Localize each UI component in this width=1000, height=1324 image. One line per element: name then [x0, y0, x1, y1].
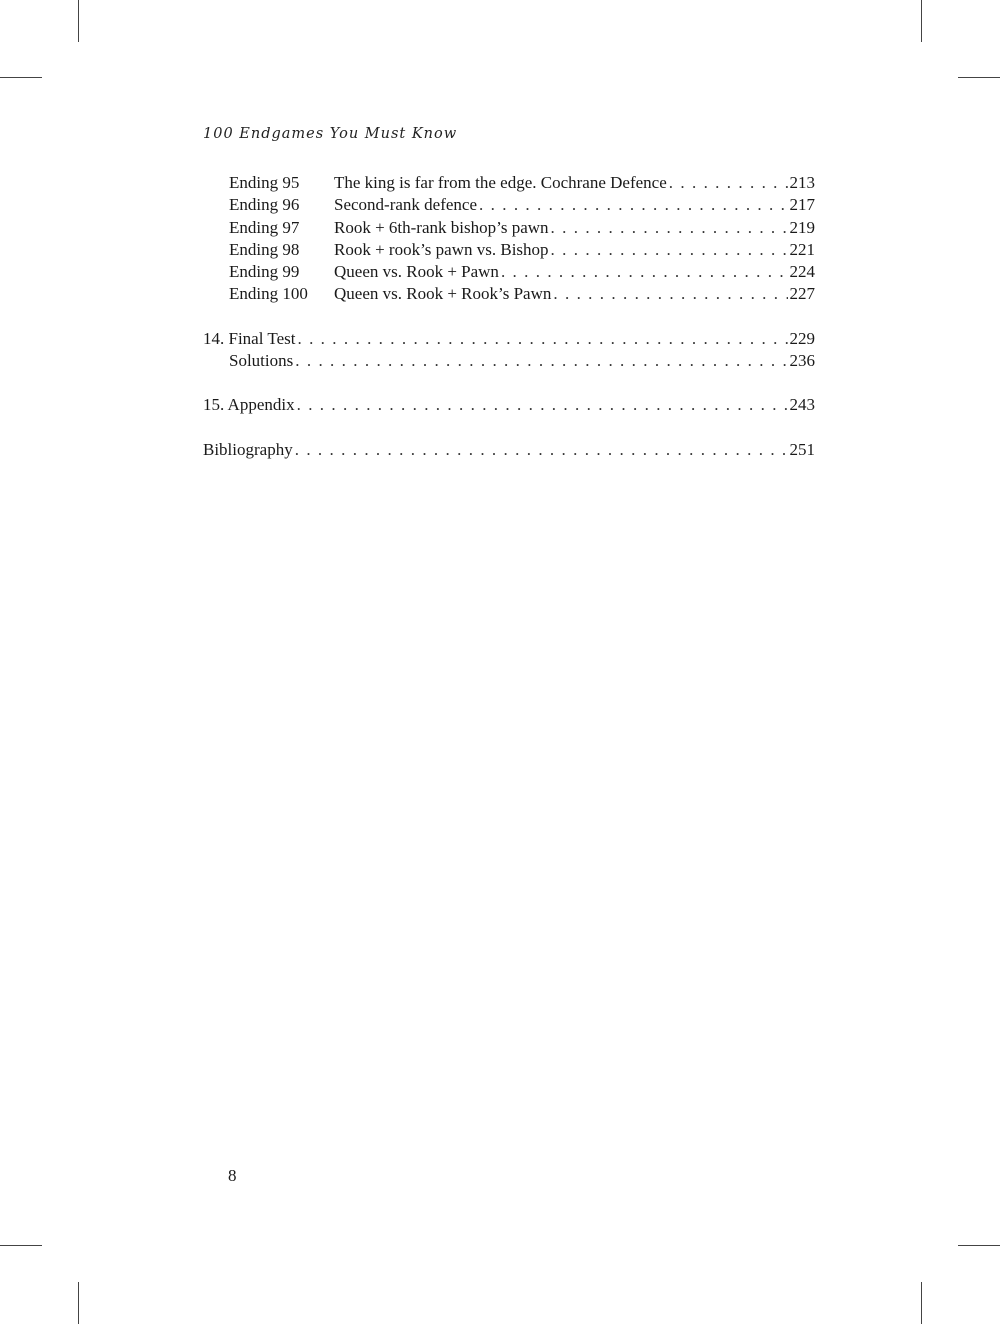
- page-number: 236: [789, 351, 815, 371]
- toc-entry-appendix[interactable]: [203, 394, 815, 416]
- entry-title: Rook + rook’s pawn vs. Bishop: [334, 239, 549, 259]
- dot-leader: [297, 394, 788, 416]
- dot-leader: [295, 439, 788, 461]
- table-of-contents: [203, 172, 815, 461]
- toc-entry-ending-99[interactable]: [203, 261, 815, 283]
- ending-number: Ending 99: [229, 262, 300, 282]
- dot-leader: [297, 328, 787, 350]
- dot-leader: [669, 172, 788, 194]
- crop-mark-bottom-left: [78, 1282, 79, 1324]
- entry-title: Rook + 6th-rank bishop’s pawn: [334, 217, 549, 237]
- ending-number: Ending 96: [229, 195, 300, 215]
- toc-entry-final-test[interactable]: [203, 328, 815, 350]
- dot-leader: [551, 217, 788, 239]
- entry-title: Queen vs. Rook + Pawn: [334, 262, 499, 282]
- crop-mark-right-bottom: [958, 1245, 1000, 1246]
- page-number: 221: [789, 239, 815, 259]
- running-head: 100 Endgames You Must Know: [203, 126, 458, 142]
- crop-mark-left-bottom: [0, 1245, 42, 1246]
- dot-leader: [551, 239, 788, 261]
- toc-entry-ending-98[interactable]: [203, 239, 815, 261]
- page-number: 219: [789, 217, 815, 237]
- entry-title: Bibliography: [203, 439, 293, 459]
- crop-mark-right-top: [958, 77, 1000, 78]
- ending-number: Ending 100: [229, 284, 308, 304]
- dot-leader: [501, 261, 788, 283]
- toc-entry-ending-97[interactable]: [203, 217, 815, 239]
- crop-mark-left-top: [0, 77, 42, 78]
- page-number: 213: [789, 173, 815, 192]
- ending-number: Ending 97: [229, 217, 300, 237]
- toc-entry-solutions[interactable]: [203, 350, 815, 372]
- ending-number: Ending 95: [229, 173, 300, 192]
- ending-number: Ending 98: [229, 239, 300, 259]
- entry-title: Solutions: [229, 351, 294, 371]
- crop-mark-top-right: [921, 0, 922, 42]
- dot-leader: [295, 350, 787, 372]
- toc-entry-bibliography[interactable]: [203, 439, 815, 461]
- page-number: 229: [789, 328, 815, 348]
- dot-leader: [479, 194, 787, 216]
- entry-title: 15. Appendix: [203, 395, 295, 415]
- page-number: 224: [789, 262, 815, 282]
- toc-entry-ending-100[interactable]: [203, 283, 815, 305]
- page-folio: 8: [228, 1166, 237, 1185]
- dot-leader: [553, 283, 787, 305]
- entry-title: Second-rank defence: [334, 195, 478, 215]
- crop-mark-bottom-right: [921, 1282, 922, 1324]
- page-number: 251: [789, 439, 815, 459]
- page-number: 217: [789, 195, 815, 215]
- page-number: 227: [789, 284, 815, 304]
- entry-title: The king is far from the edge. Cochrane Defence: [334, 173, 667, 192]
- toc-entry-ending-95[interactable]: [203, 172, 815, 194]
- crop-mark-top-left: [78, 0, 79, 42]
- entry-title: Queen vs. Rook + Rook’s Pawn: [334, 284, 552, 304]
- toc-entry-ending-96[interactable]: [203, 194, 815, 216]
- entry-title: 14. Final Test: [203, 328, 296, 348]
- page-number: 243: [789, 395, 815, 415]
